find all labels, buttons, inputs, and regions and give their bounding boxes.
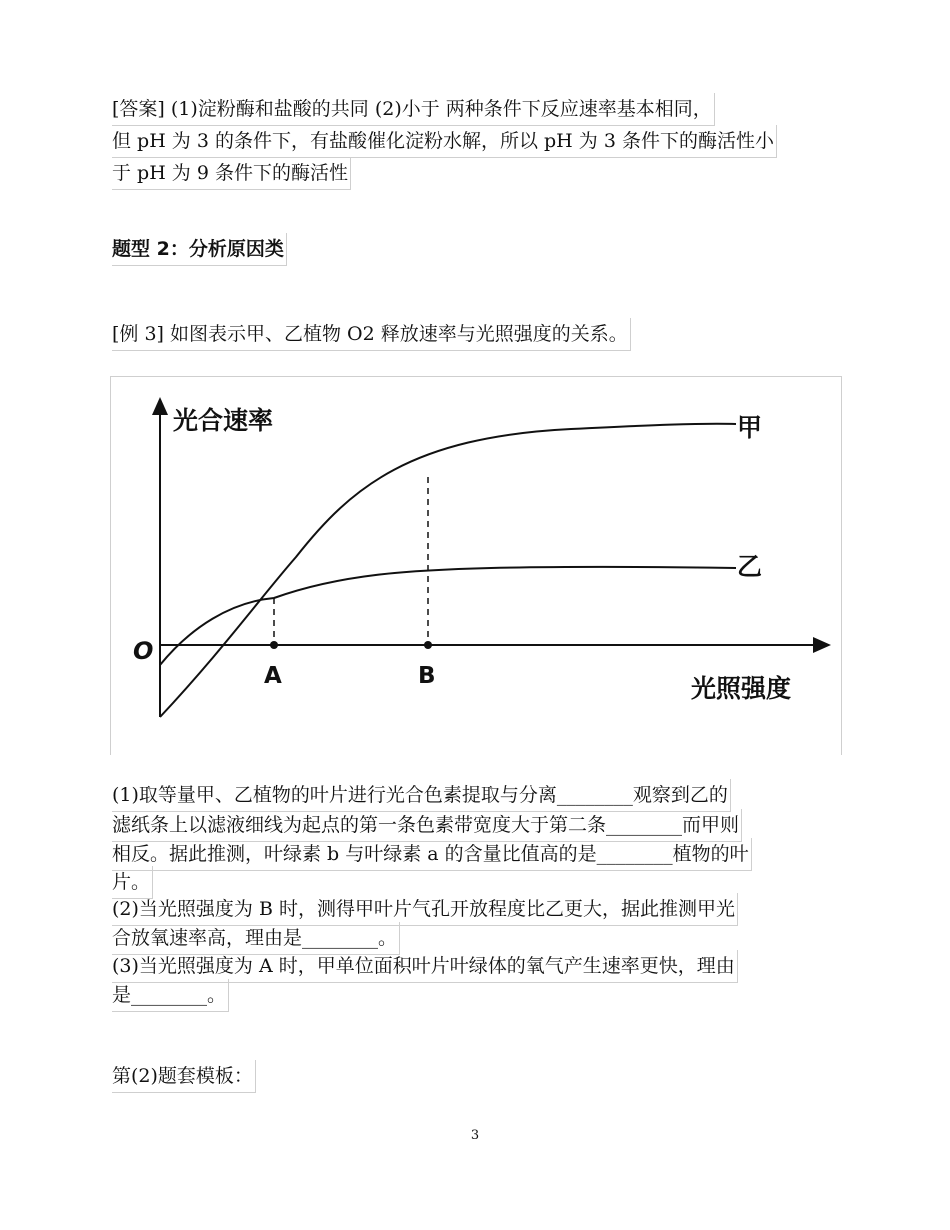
section-title: 题型 2：分析原因类: [112, 233, 287, 266]
q1-line-4: 片。: [112, 866, 153, 899]
y-axis-label: 光合速率: [173, 406, 274, 435]
series-jia-label: 甲: [737, 413, 763, 442]
template-label: 第(2)题套模板：: [112, 1060, 256, 1093]
answer-line-2: 但 pH 为 3 的条件下，有盐酸催化淀粉水解，所以 pH 为 3 条件下的酶活性小: [112, 125, 777, 158]
q2-line-2: 合放氧速率高，理由是________。: [112, 922, 400, 955]
q1-line-2: 滤纸条上以滤液细线为起点的第一条色素带宽度大于第二条________而甲则: [112, 809, 742, 842]
photosynthesis-chart: [110, 376, 842, 755]
marker-a-label: A: [264, 663, 282, 689]
x-axis-label: 光照强度: [691, 674, 792, 703]
q2-line-1: (2)当光照强度为 B 时，测得甲叶片气孔开放程度比乙更大，据此推测甲光: [112, 893, 738, 926]
answer-line-3: 于 pH 为 9 条件下的酶活性: [112, 157, 351, 190]
page-number: 3: [470, 1128, 480, 1143]
q1-line-1: (1)取等量甲、乙植物的叶片进行光合色素提取与分离________观察到乙的: [112, 779, 731, 812]
answer-line-1: [答案] (1)淀粉酶和盐酸的共同 (2)小于 两种条件下反应速率基本相同，: [112, 93, 715, 126]
series-yi-label: 乙: [737, 552, 763, 581]
q1-line-3: 相反。据此推测，叶绿素 b 与叶绿素 a 的含量比值高的是________植物的叶: [112, 838, 752, 871]
q3-line-2: 是________。: [112, 979, 229, 1012]
example-intro: [例 3] 如图表示甲、乙植物 O2 释放速率与光照强度的关系。: [112, 318, 631, 351]
marker-a-dot: [270, 641, 278, 649]
q3-line-1: (3)当光照强度为 A 时，甲单位面积叶片叶绿体的氧气产生速率更快，理由: [112, 950, 738, 983]
marker-b-dot: [424, 641, 432, 649]
origin-label: O: [133, 637, 154, 665]
marker-b-label: B: [418, 663, 436, 689]
